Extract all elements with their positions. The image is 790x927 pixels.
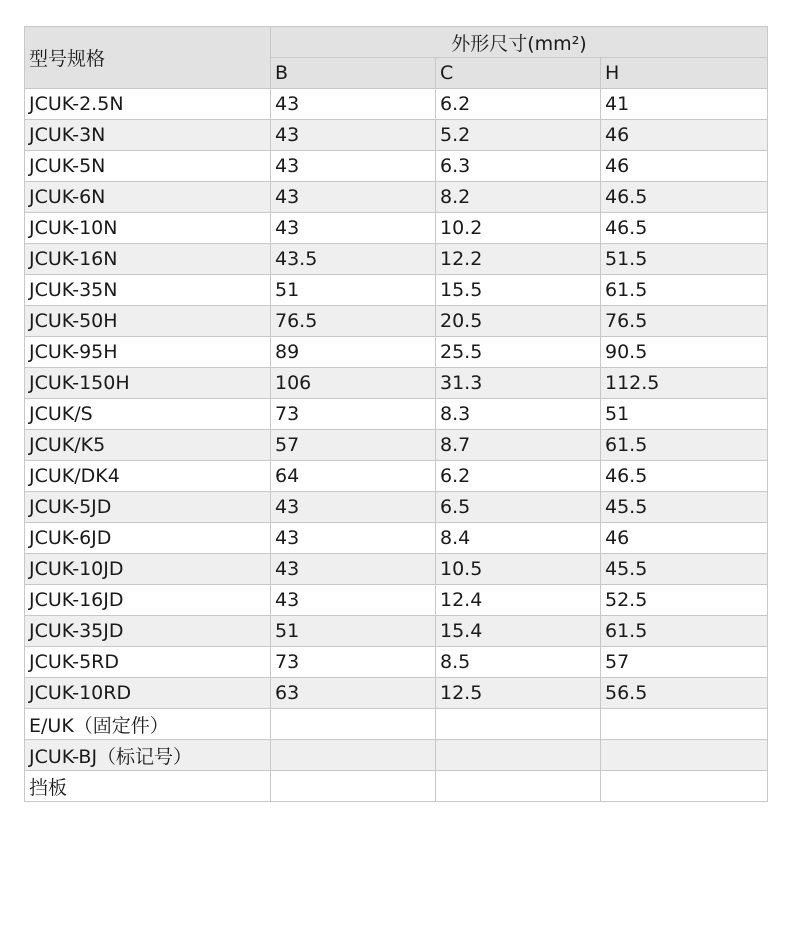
table-row [25, 771, 768, 802]
c-cell: 6.2 [436, 461, 601, 492]
table-body [25, 89, 768, 802]
table-row [25, 151, 768, 182]
b-cell: 43.5 [271, 244, 436, 275]
b-cell: 51 [271, 275, 436, 306]
c-cell [436, 740, 601, 771]
c-cell: 12.5 [436, 678, 601, 709]
b-cell: 64 [271, 461, 436, 492]
table-row [25, 492, 768, 523]
h-cell: 45.5 [601, 492, 768, 523]
b-cell: 43 [271, 89, 436, 120]
model-cell: JCUK-10RD [25, 678, 271, 709]
c-cell: 8.7 [436, 430, 601, 461]
table-row [25, 368, 768, 399]
b-cell: 89 [271, 337, 436, 368]
h-cell [601, 771, 768, 802]
model-cell: JCUK-10N [25, 213, 271, 244]
c-cell: 8.3 [436, 399, 601, 430]
c-cell [436, 771, 601, 802]
model-cell: JCUK-3N [25, 120, 271, 151]
b-cell [271, 709, 436, 740]
b-cell: 73 [271, 647, 436, 678]
c-cell: 15.4 [436, 616, 601, 647]
h-cell: 46.5 [601, 182, 768, 213]
c-cell: 6.5 [436, 492, 601, 523]
h-cell: 61.5 [601, 616, 768, 647]
h-cell: 41 [601, 89, 768, 120]
table-row [25, 523, 768, 554]
model-cell: JCUK/DK4 [25, 461, 271, 492]
h-cell [601, 740, 768, 771]
dimension-header: 外形尺寸(mm²) [271, 27, 768, 58]
h-cell: 56.5 [601, 678, 768, 709]
column-header-c: C [436, 58, 601, 89]
model-cell: JCUK-6N [25, 182, 271, 213]
c-cell: 12.4 [436, 585, 601, 616]
table-row [25, 740, 768, 771]
model-cell: JCUK-2.5N [25, 89, 271, 120]
c-cell: 12.2 [436, 244, 601, 275]
model-cell: JCUK/S [25, 399, 271, 430]
model-cell: JCUK-BJ（标记号） [25, 740, 271, 771]
h-cell: 51 [601, 399, 768, 430]
b-cell: 43 [271, 213, 436, 244]
c-cell: 20.5 [436, 306, 601, 337]
b-cell: 43 [271, 182, 436, 213]
table-row [25, 182, 768, 213]
c-cell: 31.3 [436, 368, 601, 399]
model-cell: JCUK-5RD [25, 647, 271, 678]
table-row [25, 678, 768, 709]
b-cell: 43 [271, 151, 436, 182]
h-cell: 52.5 [601, 585, 768, 616]
table-row [25, 275, 768, 306]
h-cell: 90.5 [601, 337, 768, 368]
c-cell: 8.5 [436, 647, 601, 678]
c-cell [436, 709, 601, 740]
h-cell: 45.5 [601, 554, 768, 585]
table-row [25, 399, 768, 430]
table-row [25, 585, 768, 616]
table-row [25, 244, 768, 275]
b-cell: 43 [271, 585, 436, 616]
table-row [25, 554, 768, 585]
h-cell: 57 [601, 647, 768, 678]
model-cell: 挡板 [25, 771, 271, 802]
model-cell: JCUK-10JD [25, 554, 271, 585]
c-cell: 8.4 [436, 523, 601, 554]
table-row [25, 430, 768, 461]
table-row [25, 461, 768, 492]
model-cell: JCUK-35JD [25, 616, 271, 647]
b-cell: 57 [271, 430, 436, 461]
table-row [25, 213, 768, 244]
table-row [25, 709, 768, 740]
b-cell: 43 [271, 492, 436, 523]
model-cell: JCUK-16N [25, 244, 271, 275]
h-cell: 46.5 [601, 461, 768, 492]
table-header [25, 27, 768, 89]
b-cell: 43 [271, 120, 436, 151]
h-cell: 61.5 [601, 275, 768, 306]
h-cell: 46 [601, 523, 768, 554]
table-row [25, 647, 768, 678]
c-cell: 15.5 [436, 275, 601, 306]
c-cell: 10.2 [436, 213, 601, 244]
c-cell: 5.2 [436, 120, 601, 151]
model-cell: JCUK-5N [25, 151, 271, 182]
model-cell: JCUK/K5 [25, 430, 271, 461]
column-header-h: H [601, 58, 768, 89]
table-row [25, 306, 768, 337]
table-row [25, 89, 768, 120]
column-header-b: B [271, 58, 436, 89]
model-cell: JCUK-6JD [25, 523, 271, 554]
b-cell: 106 [271, 368, 436, 399]
b-cell: 73 [271, 399, 436, 430]
h-cell: 112.5 [601, 368, 768, 399]
b-cell [271, 771, 436, 802]
h-cell [601, 709, 768, 740]
h-cell: 46 [601, 151, 768, 182]
h-cell: 61.5 [601, 430, 768, 461]
model-header: 型号规格 [25, 27, 271, 89]
h-cell: 76.5 [601, 306, 768, 337]
b-cell [271, 740, 436, 771]
b-cell: 76.5 [271, 306, 436, 337]
table-row [25, 337, 768, 368]
c-cell: 8.2 [436, 182, 601, 213]
model-cell: JCUK-150H [25, 368, 271, 399]
spec-table [24, 26, 768, 802]
h-cell: 46.5 [601, 213, 768, 244]
model-cell: JCUK-35N [25, 275, 271, 306]
model-cell: JCUK-50H [25, 306, 271, 337]
model-cell: JCUK-95H [25, 337, 271, 368]
table-row [25, 120, 768, 151]
model-cell: JCUK-5JD [25, 492, 271, 523]
h-cell: 51.5 [601, 244, 768, 275]
c-cell: 10.5 [436, 554, 601, 585]
model-cell: E/UK（固定件） [25, 709, 271, 740]
b-cell: 63 [271, 678, 436, 709]
c-cell: 6.3 [436, 151, 601, 182]
b-cell: 43 [271, 554, 436, 585]
b-cell: 51 [271, 616, 436, 647]
h-cell: 46 [601, 120, 768, 151]
table-row [25, 616, 768, 647]
b-cell: 43 [271, 523, 436, 554]
c-cell: 25.5 [436, 337, 601, 368]
model-cell: JCUK-16JD [25, 585, 271, 616]
c-cell: 6.2 [436, 89, 601, 120]
